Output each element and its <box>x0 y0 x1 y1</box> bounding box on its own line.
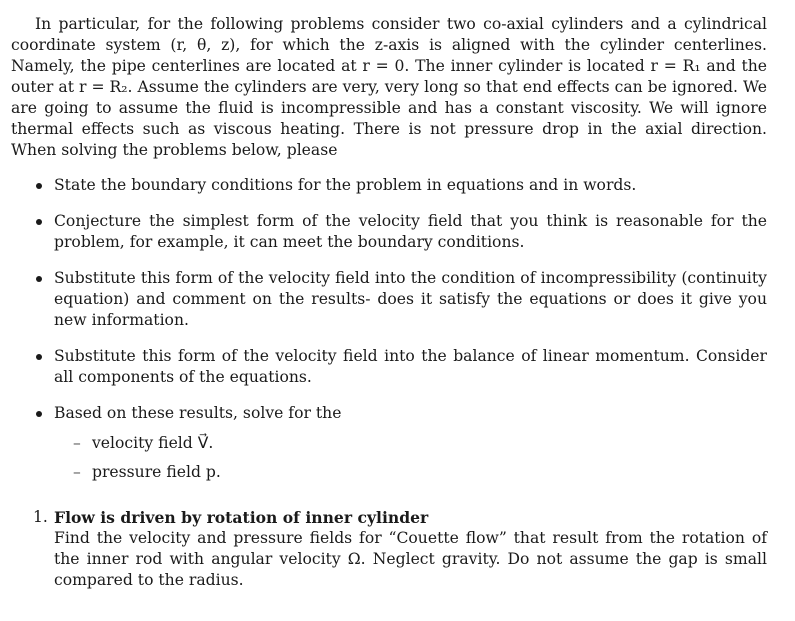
bullet-icon <box>36 183 42 189</box>
list-item <box>11 211 767 253</box>
sub-list-item <box>54 433 767 454</box>
sub-list-item-text: pressure field p. <box>92 463 221 481</box>
list-item <box>11 346 767 388</box>
sub-list <box>54 433 767 483</box>
list-item-text: Based on these results, solve for the <box>54 404 342 422</box>
list-item <box>11 268 767 331</box>
sub-list-item <box>54 462 767 483</box>
list-item-text: Conjecture the simplest form of the velocity field that you think is reasonable for the problem, for example, it can meet the boundary conditions. <box>54 212 767 251</box>
problem-text: Find the velocity and pressure fields for “Couette flow” that result from the rotation of the inner rod with angular velocity Ω. Neglect gravity. Do not assume the gap is small compared to the radius. <box>54 529 767 589</box>
list-item <box>11 175 767 196</box>
intro-paragraph: In particular, for the following problems consider two co-axial cylinders and a cylindrical coordinate system (r, θ, z), for which the z-axis is aligned with the cylinder centerlines. Namely, the pipe centerlines are located at r = 0. The inner cylinder is located r = R₁ and the outer at r = R₂. Assume the cylinders are very, very long so that end effects can be ignored. We are going to assume the fluid is incompressible and has a constant viscosity. We will ignore thermal effects such as viscous heating. There is not pressure drop in the axial direction. When solving the problems below, please <box>11 15 767 159</box>
sub-list-item-text: velocity field V⃗. <box>92 434 214 452</box>
list-item-text: State the boundary conditions for the problem in equations and in words. <box>54 176 637 194</box>
dash-icon: – <box>73 463 81 481</box>
bullet-icon <box>36 411 42 417</box>
list-item-text: Substitute this form of the velocity field into the balance of linear momentum. Consider all components of the equations. <box>54 347 767 386</box>
bullet-icon <box>36 354 42 360</box>
problem-title: Flow is driven by rotation of inner cylinder <box>54 508 429 527</box>
list-item <box>11 403 767 483</box>
list-item-text: Substitute this form of the velocity field into the condition of incompressibility (continuity equation) and comment on the results- does it satisfy the equations or does it give you new information. <box>54 269 767 329</box>
dash-icon: – <box>73 434 81 452</box>
problem-number: 1. <box>33 508 48 526</box>
problem-1 <box>11 507 767 591</box>
bullet-icon <box>36 276 42 282</box>
bullet-icon <box>36 219 42 225</box>
instructions-list <box>11 175 767 483</box>
